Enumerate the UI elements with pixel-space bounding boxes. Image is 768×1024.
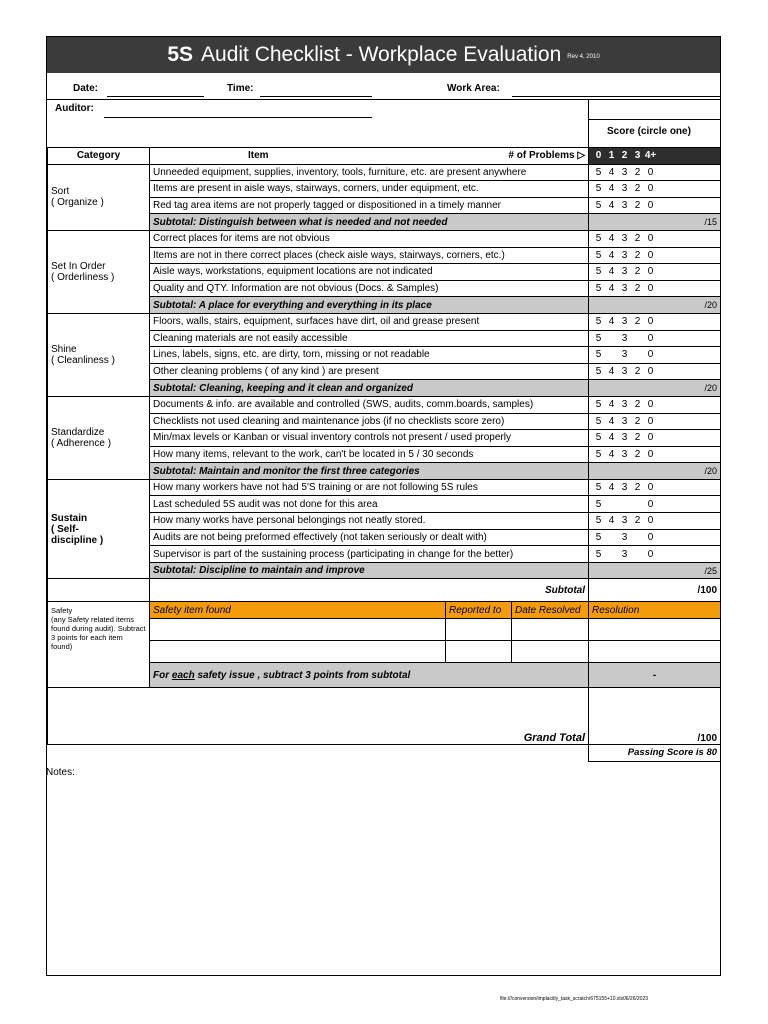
score-options[interactable] <box>589 280 721 297</box>
category-label: Set In Order ( Orderliness ) <box>51 260 115 283</box>
subtotal-label: Subtotal: Maintain and monitor the first three categories <box>150 463 589 480</box>
time-label: Time: <box>227 83 254 94</box>
item-text: Supervisor is part of the sustaining process (participating in change for the better) <box>150 546 589 563</box>
checklist-row <box>48 164 721 181</box>
scale-3: 3 <box>634 150 641 162</box>
safety-footer-em: each <box>171 669 195 681</box>
subtotal-label: Subtotal: Discipline to maintain and improve <box>150 562 589 579</box>
safety-entry-cell[interactable] <box>446 641 512 663</box>
item-text: Unneeded equipment, supplies, inventory, tools, furniture, etc. are present anywhere <box>150 164 589 181</box>
item-text: Min/max levels or Kanban or visual inventory controls not present / used properly <box>150 430 589 447</box>
score-option[interactable]: 3 <box>621 448 628 460</box>
score-option[interactable]: 4 <box>608 415 615 427</box>
score-option[interactable]: 5 <box>595 515 602 527</box>
score-option[interactable]: 0 <box>647 515 654 527</box>
item-text: Red tag area items are not properly tagged or dispositioned in a timely manner <box>150 197 589 214</box>
checklist-row <box>48 313 721 330</box>
score-label: Score (circle one) <box>607 126 691 137</box>
safety-col-header: Resolution <box>589 602 721 619</box>
safety-category <box>48 602 150 688</box>
score-option[interactable]: 5 <box>595 233 602 245</box>
item-text: Floors, walls, stairs, equipment, surfaces have dirt, oil and grease present <box>150 313 589 330</box>
score-option[interactable]: 5 <box>595 249 602 261</box>
score-option[interactable]: 5 <box>595 266 602 278</box>
score-options[interactable] <box>589 264 721 281</box>
safety-col-header: Date Resolved <box>512 602 589 619</box>
item-text: Items are present in aisle ways, stairways, corners, under equipment, etc. <box>150 181 589 198</box>
score-options[interactable] <box>589 164 721 181</box>
title-bold: 5S <box>167 43 194 66</box>
score-option[interactable]: 4 <box>608 166 615 178</box>
score-option[interactable]: 3 <box>621 266 628 278</box>
score-option[interactable]: 0 <box>647 283 654 295</box>
score-options[interactable] <box>589 479 721 496</box>
subtotal-points: /20 <box>589 297 721 314</box>
overall-subtotal-label: Subtotal <box>150 579 589 602</box>
category-cell <box>48 396 150 479</box>
subtotal-label: Subtotal: A place for everything and everything in its place <box>150 297 589 314</box>
score-option[interactable]: 0 <box>647 332 654 344</box>
score-option[interactable]: 3 <box>621 515 628 527</box>
score-option[interactable]: 2 <box>634 432 641 444</box>
score-option[interactable]: 5 <box>595 415 602 427</box>
safety-deduction: - <box>589 663 721 688</box>
category-cell <box>48 479 150 579</box>
score-option[interactable]: 5 <box>595 283 602 295</box>
safety-footer-pre: For <box>153 669 172 681</box>
grand-total-row <box>48 688 721 745</box>
score-option[interactable]: 4 <box>608 266 615 278</box>
safety-entry-cell[interactable] <box>446 619 512 641</box>
scale-2: 2 <box>621 150 628 162</box>
item-text: Correct places for items are not obvious <box>150 230 589 247</box>
scale-1: 1 <box>608 150 615 162</box>
subtotal-label: Subtotal: Cleaning, keeping and it clean and organized <box>150 380 589 397</box>
score-options[interactable] <box>589 230 721 247</box>
date-label: Date: <box>73 83 99 94</box>
score-option[interactable]: 0 <box>647 233 654 245</box>
score-option[interactable]: 2 <box>634 448 641 460</box>
score-options[interactable] <box>589 496 721 513</box>
safety-entry-cell[interactable] <box>512 619 589 641</box>
work-area-label: Work Area: <box>447 83 500 94</box>
score-option[interactable]: 3 <box>621 166 628 178</box>
score-options[interactable] <box>589 330 721 347</box>
score-scale <box>589 148 721 165</box>
score-option[interactable]: 3 <box>621 531 628 543</box>
item-text: How many workers have not had 5'S training or are not following 5S rules <box>150 479 589 496</box>
score-option[interactable]: 5 <box>595 183 602 195</box>
score-option[interactable]: 4 <box>608 482 615 494</box>
score-options[interactable] <box>589 347 721 364</box>
item-text: Quality and QTY. Information are not obvious (Docs. & Samples) <box>150 280 589 297</box>
safety-footer-post: safety issue , subtract 3 points from subtotal <box>194 669 411 681</box>
safety-footer <box>150 663 589 688</box>
score-option[interactable]: 2 <box>634 316 641 328</box>
score-option[interactable]: 5 <box>595 448 602 460</box>
score-option[interactable]: 2 <box>634 482 641 494</box>
item-text: Cleaning materials are not easily accessible <box>150 330 589 347</box>
category-cell <box>48 164 150 230</box>
problems-header: # of Problems ▷ <box>508 150 586 162</box>
work-area-field[interactable] <box>512 96 720 97</box>
safety-header-row <box>48 602 721 619</box>
score-option[interactable]: 3 <box>621 432 628 444</box>
checklist-row <box>48 230 721 247</box>
score-option[interactable]: 3 <box>621 349 628 361</box>
score-option[interactable]: 0 <box>647 531 654 543</box>
item-text: Items are not in there correct places (check aisle ways, stairways, corners, etc.) <box>150 247 589 264</box>
item-text: Checklists not used cleaning and maintenance jobs (if no checklists score zero) <box>150 413 589 430</box>
safety-category-label: Safety (any Safety related items found during audit). Subtract 3 points for each item found) <box>51 606 146 652</box>
score-option[interactable]: 3 <box>621 415 628 427</box>
score-option[interactable]: 2 <box>634 183 641 195</box>
category-cell <box>48 230 150 313</box>
auditor-field[interactable] <box>104 117 372 118</box>
score-option[interactable]: 5 <box>595 482 602 494</box>
category-label: Sort ( Organize ) <box>51 186 104 209</box>
revision: Rev 4, 2010 <box>567 53 600 60</box>
checklist-table <box>47 147 721 762</box>
footer-path: file:///conversion/implacitly_task_scratch/675155+10.xls06/26/2023 <box>500 996 649 1002</box>
score-option[interactable]: 3 <box>621 366 628 378</box>
category-label: Standardize ( Adherence ) <box>51 426 112 449</box>
score-option[interactable]: 0 <box>647 498 654 510</box>
item-text: Audits are not being preformed effectively (not taken seriously or dealt with) <box>150 529 589 546</box>
score-option[interactable]: 5 <box>595 366 602 378</box>
score-option[interactable]: 0 <box>647 183 654 195</box>
score-option[interactable]: 3 <box>621 200 628 212</box>
score-option[interactable]: 4 <box>608 448 615 460</box>
score-option[interactable]: 4 <box>608 283 615 295</box>
category-label: Sustain ( Self- discipline ) <box>51 512 104 546</box>
item-text: How many items, relevant to the work, can't be located in 5 / 30 seconds <box>150 446 589 463</box>
passing-score: Passing Score is 80 <box>589 745 721 762</box>
passing-row <box>48 745 721 762</box>
score-option[interactable]: 0 <box>647 432 654 444</box>
score-option[interactable]: 3 <box>621 283 628 295</box>
score-option[interactable]: 5 <box>595 432 602 444</box>
score-option[interactable]: 2 <box>634 266 641 278</box>
grand-total-label: Grand Total <box>48 688 589 745</box>
score-option[interactable]: 4 <box>608 366 615 378</box>
category-header: Category <box>48 148 150 165</box>
score-option[interactable]: 3 <box>621 548 628 560</box>
score-option[interactable]: 3 <box>621 332 628 344</box>
item-text: Last scheduled 5S audit was not done for this area <box>150 496 589 513</box>
score-option[interactable]: 4 <box>608 432 615 444</box>
score-options[interactable] <box>589 396 721 413</box>
overall-subtotal-points: /100 <box>589 579 721 602</box>
scale-0: 0 <box>595 150 602 162</box>
score-option[interactable]: 2 <box>634 166 641 178</box>
score-option[interactable]: 3 <box>621 233 628 245</box>
score-options[interactable] <box>589 529 721 546</box>
score-option[interactable]: 2 <box>634 233 641 245</box>
score-option[interactable]: 0 <box>647 200 654 212</box>
item-text: Other cleaning problems ( of any kind ) are present <box>150 363 589 380</box>
score-options[interactable] <box>589 363 721 380</box>
safety-col-header: Safety item found <box>150 602 446 619</box>
subtotal-points: /20 <box>589 463 721 480</box>
grand-total-points: /100 <box>589 688 721 745</box>
score-option[interactable]: 5 <box>595 316 602 328</box>
score-option[interactable]: 5 <box>595 531 602 543</box>
score-option[interactable]: 2 <box>634 283 641 295</box>
audit-sheet <box>46 36 721 976</box>
item-text: Aisle ways, workstations, equipment locations are not indicated <box>150 264 589 281</box>
overall-subtotal-row <box>48 579 721 602</box>
score-options[interactable] <box>589 546 721 563</box>
score-option[interactable]: 3 <box>621 316 628 328</box>
safety-entry-cell[interactable] <box>150 619 446 641</box>
score-option[interactable]: 0 <box>647 249 654 261</box>
score-option[interactable]: 3 <box>621 249 628 261</box>
title-text: Audit Checklist - Workplace Evaluation <box>201 43 562 66</box>
score-option[interactable]: 3 <box>621 399 628 411</box>
score-option[interactable]: 0 <box>647 166 654 178</box>
item-text: How many works have personal belongings not neatly stored. <box>150 513 589 530</box>
safety-entry-cell[interactable] <box>589 641 721 663</box>
score-options[interactable] <box>589 247 721 264</box>
column-header-row <box>48 148 721 165</box>
score-option[interactable]: 5 <box>595 349 602 361</box>
safety-col-header: Reported to <box>446 602 512 619</box>
score-option[interactable]: 0 <box>647 316 654 328</box>
score-option[interactable]: 0 <box>647 548 654 560</box>
safety-entry-cell[interactable] <box>589 619 721 641</box>
score-option[interactable]: 4 <box>608 399 615 411</box>
score-option[interactable]: 3 <box>621 482 628 494</box>
score-options[interactable] <box>589 513 721 530</box>
score-option[interactable]: 2 <box>634 366 641 378</box>
score-option[interactable]: 3 <box>621 183 628 195</box>
score-option[interactable]: 4 <box>608 316 615 328</box>
score-option[interactable]: 2 <box>634 200 641 212</box>
time-field[interactable] <box>260 96 372 97</box>
auditor-label: Auditor: <box>55 103 94 114</box>
notes-label: Notes: <box>46 767 75 778</box>
score-option[interactable]: 4 <box>608 200 615 212</box>
category-cell <box>48 313 150 396</box>
date-field[interactable] <box>107 96 204 97</box>
subtotal-points: /15 <box>589 214 721 231</box>
score-options[interactable] <box>589 413 721 430</box>
score-option[interactable]: 2 <box>634 249 641 261</box>
scale-4: 4+ <box>644 150 657 162</box>
score-option[interactable]: 0 <box>647 482 654 494</box>
score-options[interactable] <box>589 446 721 463</box>
title-bar <box>47 37 720 73</box>
score-option[interactable]: 2 <box>634 399 641 411</box>
safety-entry-cell[interactable] <box>150 641 446 663</box>
score-options[interactable] <box>589 430 721 447</box>
score-option[interactable]: 4 <box>608 249 615 261</box>
checklist-row <box>48 396 721 413</box>
category-label: Shine ( Cleanliness ) <box>51 343 115 366</box>
subtotal-points: /20 <box>589 380 721 397</box>
subtotal-points: /25 <box>589 562 721 579</box>
score-option[interactable]: 5 <box>595 548 602 560</box>
item-header <box>150 148 589 165</box>
checklist-row <box>48 479 721 496</box>
score-option[interactable]: 5 <box>595 332 602 344</box>
score-option[interactable]: 4 <box>608 515 615 527</box>
score-option[interactable]: 4 <box>608 183 615 195</box>
item-header-label: Item <box>248 150 269 162</box>
subtotal-label: Subtotal: Distinguish between what is needed and not needed <box>150 214 589 231</box>
score-option[interactable]: 5 <box>595 399 602 411</box>
score-option[interactable]: 2 <box>634 415 641 427</box>
score-options[interactable] <box>589 181 721 198</box>
score-option[interactable]: 5 <box>595 166 602 178</box>
score-option[interactable]: 0 <box>647 349 654 361</box>
score-option[interactable]: 4 <box>608 233 615 245</box>
score-options[interactable] <box>589 197 721 214</box>
score-option[interactable]: 0 <box>647 266 654 278</box>
score-option[interactable]: 0 <box>647 448 654 460</box>
score-options[interactable] <box>589 313 721 330</box>
score-option[interactable]: 0 <box>647 366 654 378</box>
safety-entry-cell[interactable] <box>512 641 589 663</box>
item-text: Documents & info. are available and controlled (SWS, audits, comm.boards, samples) <box>150 396 589 413</box>
score-option[interactable]: 5 <box>595 200 602 212</box>
item-text: Lines, labels, signs, etc. are dirty, torn, missing or not readable <box>150 347 589 364</box>
score-option[interactable]: 2 <box>634 515 641 527</box>
score-option[interactable]: 0 <box>647 415 654 427</box>
score-option[interactable]: 0 <box>647 399 654 411</box>
score-option[interactable]: 5 <box>595 498 602 510</box>
